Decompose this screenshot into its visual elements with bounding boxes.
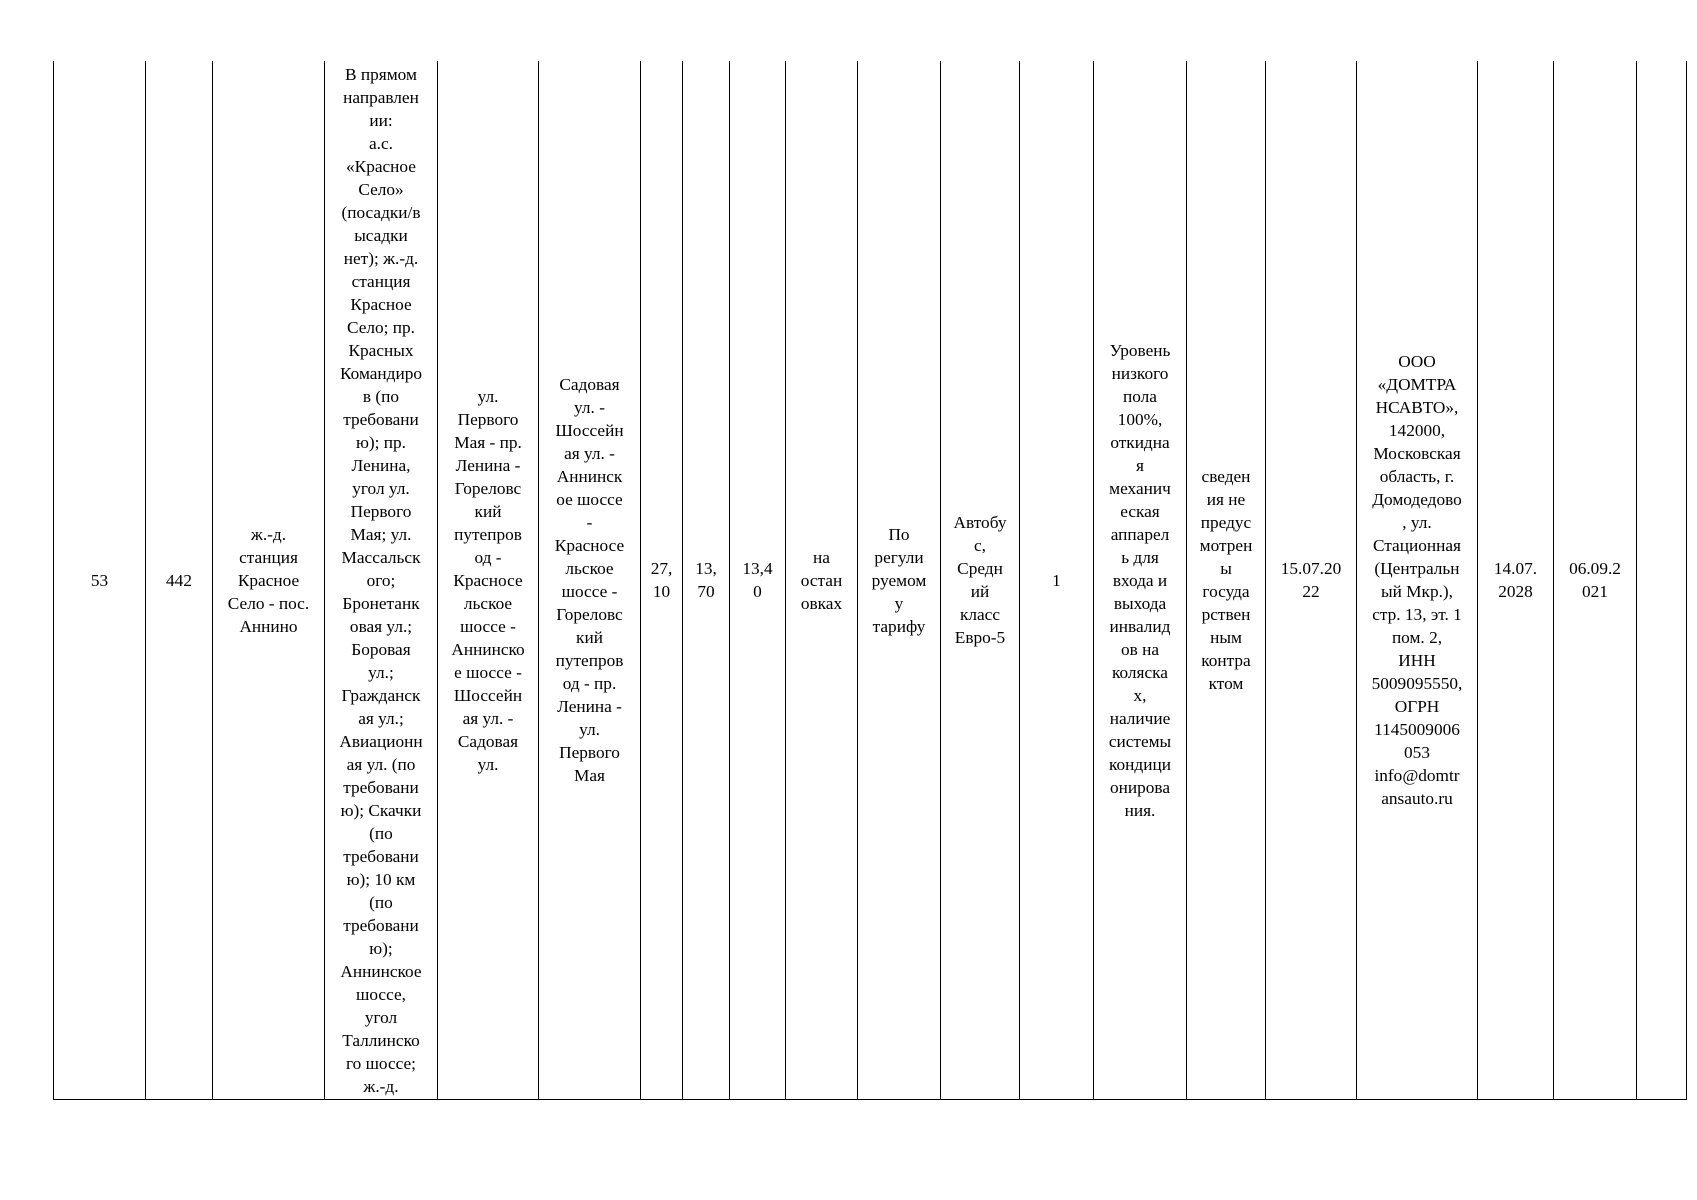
cell-characteristics: Уровень низкого пола 100%, откидна я механич еская аппарел ь для входа и выхода инвалид ов на коляска х, наличие системы кондици онирова ния. (1094, 61, 1187, 1100)
route-registry-table (53, 61, 1687, 1100)
cell-route-name: ж.-д. станция Красное Село - пос. Аннино (213, 61, 325, 1100)
cell-length-forward: 13, 70 (683, 61, 730, 1100)
cell-route-number: 442 (146, 61, 213, 1100)
cell-extra (1637, 61, 1687, 1100)
cell-length-back: 13,4 0 (730, 61, 786, 1100)
cell-contract-info: сведен ия не предус мотрен ы госуда рствен ным контра ктом (1187, 61, 1266, 1100)
cell-start-date: 15.07.20 22 (1266, 61, 1357, 1100)
cell-registration-date: 06.09.2 021 (1554, 61, 1637, 1100)
cell-stop-order: на остан овках (786, 61, 858, 1100)
cell-vehicle-count: 1 (1020, 61, 1094, 1100)
cell-streets-forward: ул. Первого Мая - пр. Ленина - Гореловс кий путепров од - Красносе льское шоссе - Аннинско е шоссе - Шоссейн ая ул. - Садовая ул. (438, 61, 539, 1100)
table-row (54, 61, 1687, 1100)
cell-vehicle: Автобу с, Средн ий класс Евро-5 (941, 61, 1020, 1100)
cell-number: 53 (54, 61, 146, 1100)
cell-end-date: 14.07. 2028 (1478, 61, 1554, 1100)
cell-stops: В прямом направлен ии: а.с. «Красное Село» (посадки/в ысадки нет); ж.-д. станция Красное Село; пр. Красных Командиро в (по требовани ю); пр. Ленина, угол ул. Первого Мая; ул. Массальск ого; Бронетанк овая ул.; Боровая ул.; Гражданск ая ул.; Авиационн ая ул. (по требовани ю); Скачки (по требовани ю); 10 км (по требовани ю); Аннинское шоссе, угол Таллинско го шоссе; ж.-д. (325, 61, 438, 1100)
cell-streets-back: Садовая ул. - Шоссейн ая ул. - Аннинск ое шоссе - Красносе льское шоссе - Гореловс кий путепров од - пр. Ленина - ул. Первого Мая (539, 61, 641, 1100)
cell-carrier: ООО «ДОМТРА НСАВТО», 142000, Московская область, г. Домодедово , ул. Стационная (Центральн ый Мкр.), стр. 13, эт. 1 пом. 2, ИНН 5009095550, ОГРН 1145009006 053 info@domtr ansauto.ru (1357, 61, 1478, 1100)
cell-tariff: По регули руемом у тарифу (858, 61, 941, 1100)
cell-length-total: 27, 10 (641, 61, 683, 1100)
